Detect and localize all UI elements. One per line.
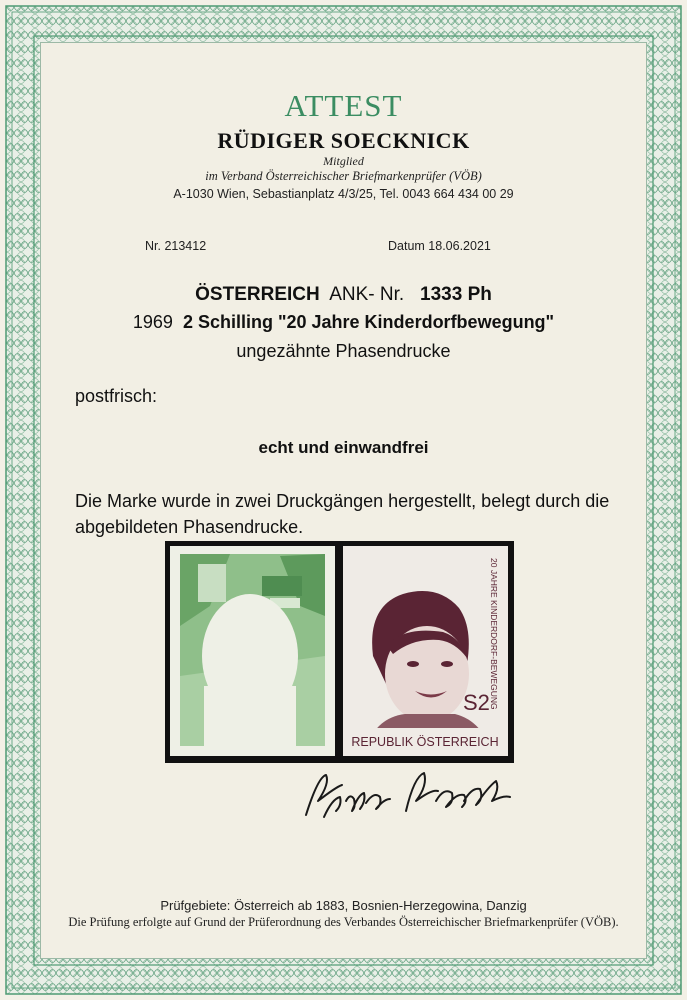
item-identification: [0, 284, 687, 306]
issue-description: 2 Schilling "20 Jahre Kinderdorfbewegung": [182, 312, 555, 332]
remark-text: Die Marke wurde in zwei Druckgängen hergestellt, belegt durch die abgebildeten Phasendrucke.: [75, 491, 610, 537]
examination-territories: Prüfgebiete: Österreich ab 1883, Bosnien-Herzegowina, Danzig: [160, 898, 527, 913]
printer-mark: ·: [575, 984, 577, 990]
phase-print-green: [170, 546, 335, 756]
certificate-date: Datum 18.06.2021: [388, 239, 491, 253]
certificate-number: Nr. 213412: [145, 239, 207, 253]
stamp-photo: [165, 541, 514, 763]
association-name: im Verband Österreichischer Briefmarkenprüfer (VÖB): [205, 169, 482, 183]
green-phase-image: [170, 546, 335, 756]
examiner-role: Mitglied: [323, 154, 364, 168]
issue-year: 1969: [132, 312, 173, 332]
certificate-title: ATTEST: [284, 88, 403, 123]
examiner-signature: [296, 757, 521, 829]
item-country: ÖSTERREICH: [195, 284, 320, 305]
examiner-address: A-1030 Wien, Sebastianplatz 4/3/25, Tel. 0043 664 434 00 29: [173, 187, 514, 201]
phase-print-brown: [343, 546, 508, 756]
catalog-prefix: ANK- Nr.: [329, 284, 405, 305]
child-portrait-image: [343, 546, 508, 756]
examiner-name: RÜDIGER SOECKNICK: [217, 128, 470, 153]
catalog-number: 1333 Ph: [420, 284, 492, 305]
condition-label: postfrisch:: [75, 386, 158, 406]
examination-basis: Die Prüfung erfolgte auf Grund der Prüferordnung des Verbandes Österreichischer Briefmarkenprüfer (VÖB).: [68, 915, 619, 929]
verdict: echt und einwandfrei: [258, 438, 429, 457]
item-issue: [0, 312, 687, 333]
stamp-side-text: 20 JAHRE KINDERDORF-BEWEGUNG: [489, 558, 499, 710]
item-variety: ungezähnte Phasendrucke: [236, 341, 451, 361]
stamp-value: S2: [463, 690, 490, 715]
stamp-country: REPUBLIK ÖSTERREICH: [351, 735, 499, 749]
